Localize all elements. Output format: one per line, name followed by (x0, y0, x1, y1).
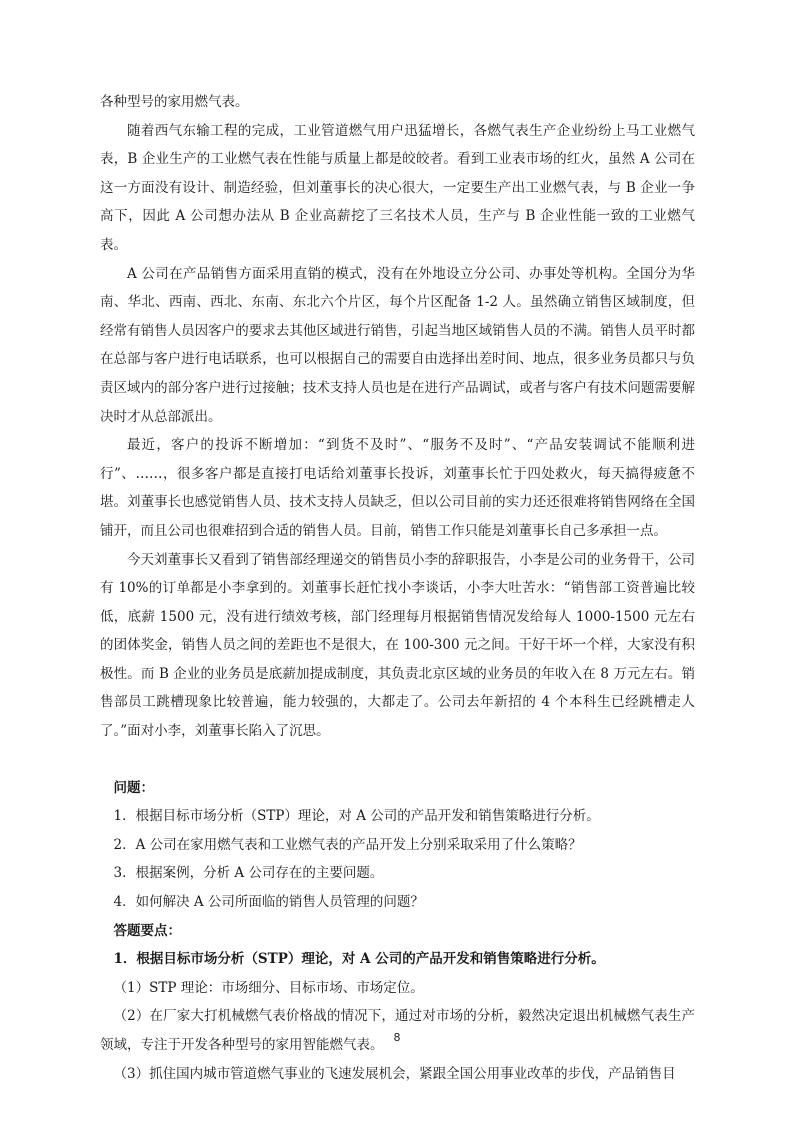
paragraph-resignation: 今天刘董事长又看到了销售部经理递交的销售员小李的辞职报告，小李是公司的业务骨干，公司有 10%的订单都是小李拿到的。刘董事长赶忙找小李谈话，小李大吐苦水：“销售部工资普遍比较低，底薪 1500 元，没有进行绩效考核，部门经理每月根据销售情况发给每人 1000-1500 元左右的团体奖金，销售人员之间的差距也不是很大，在 100-300 元之间。干好干坏一个样，大家没有积极性。而 B 企业的业务员是底薪加提成制度，其负责北京区域的业务员的年收入在 8 万元左右。销售部员工跳槽现象比较普遍，能力较强的，大都走了。公司去年新招的 4 个本科生已经跳槽走人了。”面对小李，刘董事长陷入了沉思。 (100, 551, 695, 740)
section-gap (100, 746, 695, 774)
question-item-2: 2．A 公司在家用燃气表和工业燃气表的产品开发上分别采取采用了什么策略？ (113, 836, 582, 853)
answer-point-2: （2）在厂家大打机械燃气表价格战的情况下，通过对市场的分析，毅然决定退出机械燃气表生产领域，专注于开发各种型号的家用智能燃气表。 (100, 1008, 695, 1053)
questions-heading: 问题： (113, 779, 154, 796)
answer-1-title: 1．根据目标市场分析（STP）理论，对 A 公司的产品开发和销售策略进行分析。 (113, 951, 605, 968)
paragraph-industrial-meter: 随着西气东输工程的完成，工业管道燃气用户迅猛增长，各燃气表生产企业纷纷上马工业燃气表，B 企业生产的工业燃气表在性能与质量上都是皎皎者。看到工业表市场的红火，虽然 A 公司在这一方面没有设计、制造经验，但刘董事长的决心很大，一定要生产出工业燃气表，与 B 企业一争高下，因此 A 公司想办法从 B 企业高薪挖了三名技术人员，生产与 B 企业性能一致的工业燃气表。 (100, 122, 695, 253)
paragraph-sales-model: A 公司在产品销售方面采用直销的模式，没有在外地设立分公司、办事处等机构。全国分为华南、华北、西南、西北、东南、东北六个片区，每个片区配备 1-2 人。虽然确立销售区域制度，但经常有销售人员因客户的要求去其他区域进行销售，引起当地区域销售人员的不满。销售人员平时都在总部与客户进行电话联系，也可以根据自己的需要自由选择出差时间、地点，很多业务员都只与负责区域内的部分客户进行过接触；技术支持人员也是在进行产品调试，或者与客户有技术问题需要解决时才从总部派出。 (100, 265, 695, 425)
answer-point-1: （1）STP 理论：市场细分、目标市场、市场定位。 (113, 979, 424, 996)
document-page (100, 88, 695, 1088)
answer-point-3: （3）抓住国内城市管道燃气事业的飞速发展机会，紧跟全国公用事业改革的步伐，产品销售目 (113, 1065, 676, 1082)
paragraph-continuation: 各种型号的家用燃气表。 (100, 94, 249, 110)
page-number: 8 (393, 1031, 401, 1044)
question-item-4: 4．如何解决 A 公司所面临的销售人员管理的问题？ (113, 894, 424, 911)
paragraph-complaints: 最近，客户的投诉不断增加：“到货不及时”、“服务不及时”、“产品安装调试不能顺利进行”、……，很多客户都是直接打电话给刘董事长投诉，刘董事长忙于四处救火，每天搞得疲惫不堪。刘董事长也感觉销售人员、技术支持人员缺乏，但以公司目前的实力还还很难将销售网络在全国铺开，而且公司也很难招到合适的销售人员。目前，销售工作只能是刘董事长自己多承担一点。 (100, 437, 695, 539)
question-item-3: 3．根据案例，分析 A 公司存在的主要问题。 (113, 865, 384, 882)
question-item-1: 1．根据目标市场分析（STP）理论，对 A 公司的产品开发和销售策略进行分析。 (113, 808, 600, 825)
answers-heading: 答题要点： (113, 922, 181, 939)
